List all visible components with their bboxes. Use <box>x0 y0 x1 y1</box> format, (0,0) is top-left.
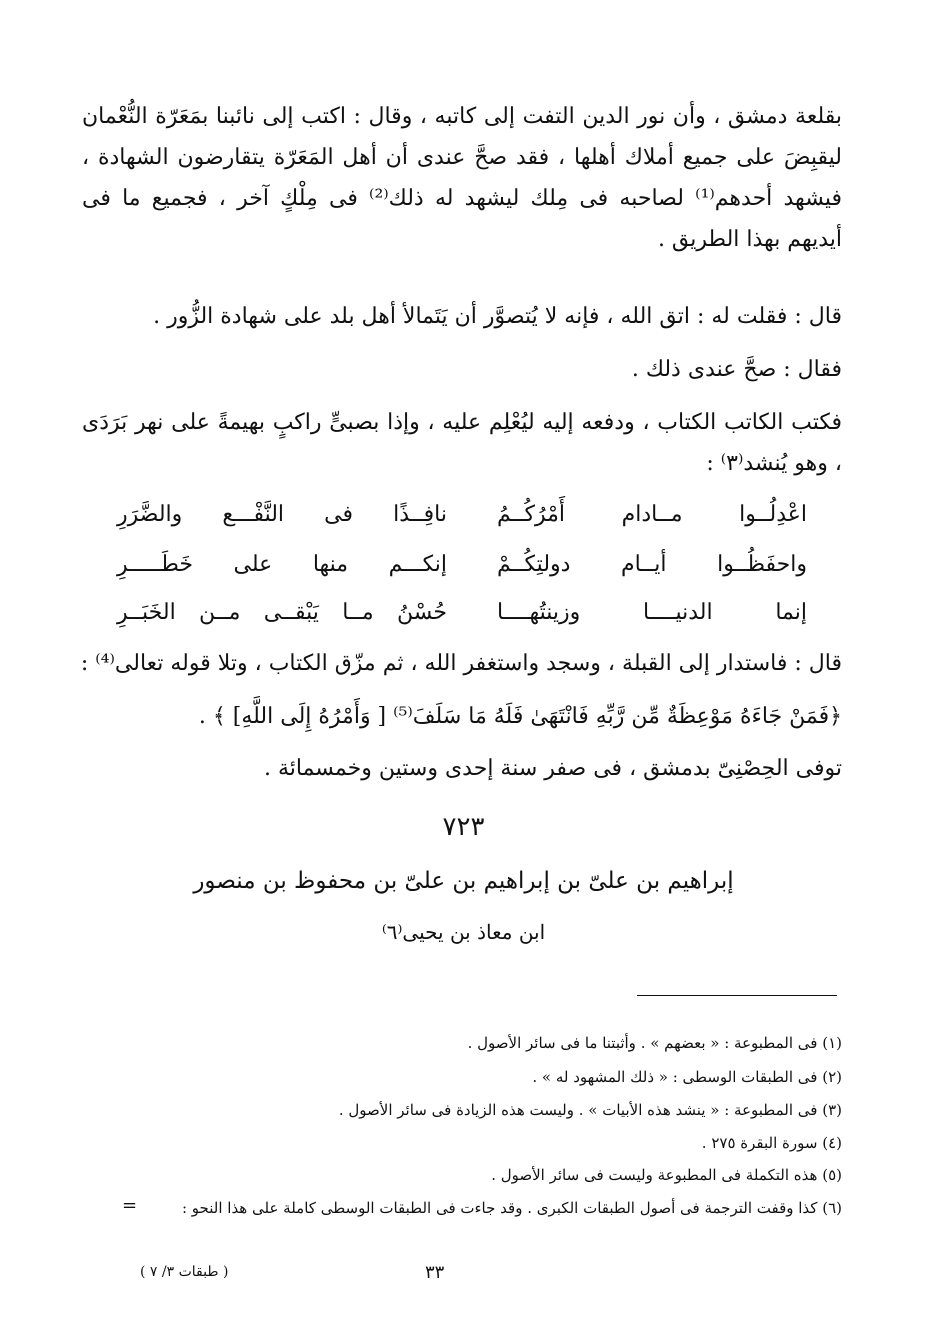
paragraph-6: توفى الحِصْنِىّ بدمشق ، فى صفر سنة إحدى وستين وخمسمائة . <box>263 756 842 781</box>
page-number: ٣٣ <box>425 1262 445 1283</box>
verse-first-hemistich: اعْدِلُــوا مــادام أَمْرُكُــمُ <box>497 502 807 527</box>
paragraph-5: قال : فاستدار إلى القبلة ، وسجد واستغفر الله ، ثم مزّق الكتاب ، وتلا قوله تعالى⁽⁴⁾ : <box>80 651 842 676</box>
poem-verse <box>107 600 807 640</box>
continuation-mark: = <box>122 1195 138 1216</box>
verse-second-hemistich: نافِــذًا فى النَّفْـــع والضَّرَرِ <box>117 502 447 527</box>
paragraph-4: فكتب الكاتب الكتاب ، ودفعه إليه ليُعْلِم عليه ، وإذا بصبىٍّ راكبٍ بهيمةً على نهر بَرَدَى ، وهو يُنشد⁽٣⁾ : <box>82 410 842 476</box>
verse-second-hemistich: إنكـــم منها على خَطَـــــرِ <box>117 552 447 577</box>
footnote: (٥) هذه التكملة فى المطبوعة وليست فى سائر الأصول . <box>491 1166 842 1184</box>
verse-second-hemistich: حُسْنُ مــا يَبْقــى مــن الخَبَــرِ <box>117 600 447 625</box>
footnote: (٢) فى الطبقات الوسطى : « ذلك المشهود له » . <box>532 1068 842 1086</box>
poem-verse <box>107 502 807 542</box>
entry-number: ٧٢٣ <box>442 812 485 842</box>
quran-verse: ﴿فَمَنْ جَاءَهُ مَوْعِظَةٌ مِّن رَّبِّهِ فَانْتَهَىٰ فَلَهُ مَا سَلَفَ⁽⁵⁾ [ وَأَمْرُهُ إِلَى اللَّهِ] ﴾ . <box>198 704 842 729</box>
printer-signature: ( طبقات ٣/ ٧ ) <box>140 1264 229 1280</box>
entry-title: إبراهيم بن علىّ بن إبراهيم بن علىّ بن محفوظ بن منصور <box>193 868 734 894</box>
footnote: (٣) فى المطبوعة : « ينشد هذه الأبيات » . وليست هذه الزيادة فى سائر الأصول . <box>338 1101 842 1119</box>
paragraph-3: فقال : صحَّ عندى ذلك . <box>631 357 842 382</box>
footnote-divider <box>637 995 837 996</box>
footnote: (١) فى المطبوعة : « بعضهم » . وأثبتنا ما فى سائر الأصول . <box>467 1034 842 1052</box>
poem-verse <box>107 552 807 592</box>
footnote: (٦) كذا وقفت الترجمة فى أصول الطبقات الكبرى . وقد جاءت فى الطبقات الوسطى كاملة على هذا النحو : <box>181 1199 842 1217</box>
paragraph-2: قال : فقلت له : اتق الله ، فإنه لا يُتصوَّر أن يَتَمالأ أهل بلد على شهادة الزُّور . <box>153 304 842 329</box>
verse-first-hemistich: واحفَظُــوا أيــام دولتِكُــمْ <box>497 552 807 577</box>
footnote: (٤) سورة البقرة ٢٧٥ . <box>701 1134 842 1152</box>
verse-first-hemistich: إنما الدنيــــا وزينتُهــــا <box>497 600 807 625</box>
paragraph-1: بقلعة دمشق ، وأن نور الدين التفت إلى كاتبه ، وقال : اكتب إلى نائبنا بمَعَرّة النُّعْمان ليقبِضَ على جميع أملاك أهلها ، فقد صحَّ عندى أن أهل المَعَرّة يتقارضون الشهادة ، فيشهد أحدهم⁽¹⁾ لصاحبه فى مِلك ليشهد له ذلك⁽²⁾ فى مِلْكٍ آخر ، فجميع ما فى أيديهم بهذا الطريق . <box>82 104 842 252</box>
entry-subtitle: ابن معاذ بن يحيى⁽٦⁾ <box>381 920 546 944</box>
